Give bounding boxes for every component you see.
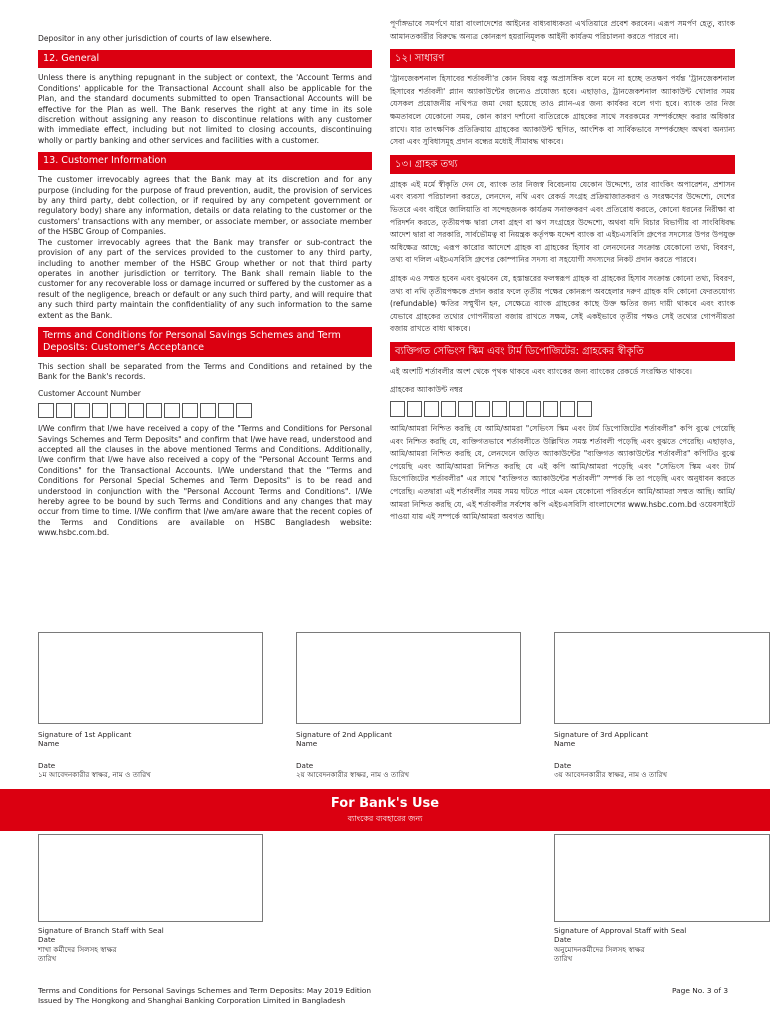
bank-use-title: For Bank's Use	[330, 796, 440, 811]
customer-info-heading-bn: ১৩। গ্রাহক তথ্য	[390, 155, 735, 174]
digit-box[interactable]	[492, 401, 507, 417]
digit-box[interactable]	[182, 403, 198, 418]
customer-info-paragraph-2-bn: গ্রাহক এও সম্মত হবেন এবং বুঝবেন যে, হস্তান্তরের ফলস্বরূপ গ্রাহক বা গ্রাহকের হিসাব সংক্রান্ত কোনো তথ্য, বিবরণ, তথ্য বা নথি তৃতীয়পক্ষকে প্রদান করার ফলে তৃতীয় পক্ষের কোনরূপ অবহেলার দরুণ গ্রাহক যদি কোনো ফেরতযোগ্য (refundable) ক্ষতির সম্মুখীন হন, সেক্ষেত্রে ব্যাংক গ্রাহকের কাছে উক্ত ক্ষতির জন্য দায়ী থাকবে এবং ব্যাংক যেভাবে গ্রাহকের তথ্যের গোপনীয়তা বজায় রাখতে সক্ষম, সেই একইভাবে তৃতীয় পক্ষও সেই তথ্যের গোপনীয়তা বজায় রাখতে বাধ্য থাকবে।	[390, 273, 735, 334]
branch-staff-bangla-label: শাখা কর্মীদের সিলসহ স্বাক্ষর	[38, 944, 117, 954]
acceptance-note: This section shall be separated from the Terms and Conditions and retained by the Bank for the Bank's records.	[38, 361, 372, 382]
account-number-boxes-bn[interactable]	[390, 401, 735, 417]
applicant-1-name-label: Name	[38, 739, 60, 749]
digit-box[interactable]	[218, 403, 234, 418]
applicant-2-signature-box[interactable]	[296, 632, 521, 724]
acceptance-note-bn: এই অংশটি শর্তাবলীর অংশ থেকে পৃথক থাকবে এবং ব্যাংকের জন্য ব্যাংকের রেকর্ডে সংরক্ষিত থাকবে।	[390, 366, 692, 376]
account-number-label: Customer Account Number	[38, 388, 141, 398]
applicant-3-name-label: Name	[554, 739, 576, 749]
approval-staff-bangla-date-label: তারিখ	[554, 954, 573, 964]
digit-box[interactable]	[407, 401, 422, 417]
branch-staff-signature-label: Signature of Branch Staff with Seal	[38, 926, 164, 935]
applicant-1-signature-label: Signature of 1st Applicant	[38, 730, 132, 739]
applicant-2-labels	[296, 730, 392, 749]
general-heading: 12. General	[38, 50, 372, 68]
general-text: Unless there is anything repugnant in the subject or context, the 'Account Terms and Conditions' applicable for the Transactional Account shall also be applicable for the Plan, and the standard documents submitted to open Transactional Accounts will be effective for the Plan as well. The Bank reserves the right at any time in its sole discretion without assigning any reason to discontinue relations with any customer with immediate effect, including but not limited to closing accounts, discontinuing wholly or partly banking and other services and facilities with a customer.	[38, 73, 372, 145]
applicant-1-date-labels	[38, 761, 151, 780]
applicant-1-date-label: Date	[38, 761, 56, 770]
applicant-3-date-label: Date	[554, 761, 572, 770]
digit-box[interactable]	[543, 401, 558, 417]
digit-box[interactable]	[458, 401, 473, 417]
digit-box[interactable]	[200, 403, 216, 418]
applicant-3-date-labels	[554, 761, 667, 780]
intro-text-bn: পূর্ণাঙ্গভাবে সমর্পণে যারা বাংলাদেশের আইনের বাধ্যবাধ্যকতা এখতিয়ারে প্রবেশ করবেন। এরূপ সমর্পণ হেতু, ব্যাংক আমানতকারীর বিরুদ্ধে অন্যত্র কোনরূপ হয়রানিমূলক আইনী কার্যক্রম পরিচালনা করতে পারবে না।	[390, 19, 735, 41]
english-column	[38, 34, 372, 539]
customer-info-heading: 13. Customer Information	[38, 152, 372, 170]
applicant-3-labels	[554, 730, 648, 749]
acceptance-heading-bn: ব্যক্তিগত সেভিংস স্কিম এবং টার্ম ডিপোজিটের: গ্রাহকের স্বীকৃতি	[390, 342, 735, 361]
digit-box[interactable]	[509, 401, 524, 417]
applicant-2-date-labels	[296, 761, 409, 780]
digit-box[interactable]	[560, 401, 575, 417]
digit-box[interactable]	[38, 403, 54, 418]
branch-staff-signature-box[interactable]	[38, 834, 263, 922]
applicant-2-date-label: Date	[296, 761, 314, 770]
applicant-3-signature-label: Signature of 3rd Applicant	[554, 730, 649, 739]
digit-box[interactable]	[390, 401, 405, 417]
digit-box[interactable]	[441, 401, 456, 417]
branch-staff-bangla-date-label: তারিখ	[38, 954, 57, 964]
bangla-column	[390, 18, 735, 524]
customer-info-paragraph-2: The customer irrevocably agrees that the Bank may transfer or sub-contract the provision of any part of the services provided to the customer to any third party, including to another member of the HSBC Group whether or not that third party operates in another jurisdiction or territory. The Bank shall remain liable to the customer for any recoverable loss or damage incurred or suffered by the customer as a result of the negligence, breach or default or any such third party, and will require that any such third party maintain the confidentiality of any such information to the same extent as the Bank.	[38, 237, 372, 320]
digit-box[interactable]	[92, 403, 108, 418]
digit-box[interactable]	[577, 401, 592, 417]
page-number: Page No. 3 of 3	[672, 986, 729, 995]
footer-issuer-line: Issued by The Hongkong and Shanghai Banking Corporation Limited in Bangladesh	[38, 996, 346, 1005]
applicant-3-signature-box[interactable]	[554, 632, 770, 724]
digit-box[interactable]	[110, 403, 126, 418]
intro-text: Depositor in any other jurisdiction of courts of law elsewhere.	[38, 34, 272, 43]
digit-box[interactable]	[236, 403, 252, 418]
account-number-label-bn: গ্রাহকের অ্যাকাউন্ট নম্বর	[390, 385, 463, 395]
acceptance-heading: Terms and Conditions for Personal Savings Schemes and Term Deposits: Customer's Acceptance	[38, 327, 372, 357]
applicant-1-bangla-label: ১ম আবেদনকারীর স্বাক্ষর, নাম ও তারিখ	[38, 770, 151, 780]
general-text-bn: 'ট্রানজেকশনাল হিসাবের শর্তাবলী'র কোন বিষয় বস্তু অপ্রাসঙ্গিক বলে মনে না হচ্ছে ততক্ষণ পর্যন্ত 'ট্রানজেকশনাল হিসাবের শর্তাবলী' প্ল্যান অ্যাকাউন্টের জন্যেও প্রযোজ্য হবে। এছাড়াও, ট্রানজেকশনাল অ্যাকাউন্ট খোলার সময় যেসকল প্রয়োজনীয় নথিপত্র জমা দেয়া হয়েছে তাও প্ল্যান-এর জন্য কার্যকর বলে গণ্য হবে। ব্যাংক তার নিজ ক্ষমতাবলে যেকোনো সময়, কোন কারণ দর্শানো ব্যতিরেকে গ্রাহকের সাথে সবরকমের সম্পর্কচ্ছেদ করার অধিকার রাখে। যার তাৎক্ষণিক প্রতিক্রিয়ায় গ্রাহকের অ্যাকাউন্ট স্থগিত, আংশিক বা সার্বিকভাবে সম্পর্কচ্ছেদ অথবা অন্যান্য সেবা এবং সুবিধাসমূহ প্রদান বন্ধের মধ্যেই সীমাবদ্ধ থাকবে।	[390, 74, 735, 147]
footer-edition-line: Terms and Conditions for Personal Savings Schemes and Term Deposits: May 2019 Edition	[38, 986, 372, 995]
applicant-2-bangla-label: ২য় আবেদনকারীর স্বাক্ষর, নাম ও তারিখ	[296, 770, 410, 780]
customer-info-paragraph-1: The customer irrevocably agrees that the Bank may at its discretion and for any purpose (including for the purpose of fraud prevention, audit, the provision of services by any third party, debt collection, or if required by any competent government or regulatory body) share any information, details or data relating to the customer or the customers' transactions with any member, or associate member, or associate member of the HSBC Group of Companies.	[38, 175, 372, 237]
digit-box[interactable]	[146, 403, 162, 418]
confirmation-text: I/We confirm that I/we have received a copy of the "Terms and Conditions for Personal Savings Schemes and Term Deposits" and confirm that I/we have read, understood and accepted all the clauses in the above mentioned Terms and Conditions. Additionally, I/we confirm that I/we have also received a copy of the "Personal Account Terms and Conditions" for the Transactional Accounts. I/We understand that the "Terms and Conditions for Personal Special Schemes and Term Deposits" is to be read and understood in conjunction with the "Personal Account Terms and Conditions". I/We hereby agree to be bound by such Terms and Conditions and any changes that may occur from time to time. I/We confirm that I/we am/are aware that the recent copies of the Terms and Conditions are available on HSBC Bangladesh website: www.hsbc.com.bd.	[38, 424, 372, 538]
digit-box[interactable]	[475, 401, 490, 417]
applicant-2-signature-label: Signature of 2nd Applicant	[296, 730, 392, 739]
approval-staff-date-label: Date	[554, 935, 572, 945]
approval-staff-signature-label: Signature of Approval Staff with Seal	[554, 926, 687, 935]
approval-staff-signature-box[interactable]	[554, 834, 770, 922]
digit-box[interactable]	[424, 401, 439, 417]
applicant-2-name-label: Name	[296, 739, 318, 749]
approval-staff-labels	[554, 926, 686, 964]
applicant-1-signature-box[interactable]	[38, 632, 263, 724]
branch-staff-labels	[38, 926, 164, 964]
approval-staff-bangla-label: অনুমোদনকর্মীদের সিলসহ স্বাক্ষর	[554, 944, 645, 954]
bank-use-banner	[0, 789, 770, 831]
digit-box[interactable]	[128, 403, 144, 418]
digit-box[interactable]	[74, 403, 90, 418]
branch-staff-date-label: Date	[38, 935, 56, 945]
digit-box[interactable]	[56, 403, 72, 418]
bank-use-subtitle: ব্যাংকের ব্যবহারের জন্য	[347, 814, 423, 823]
applicant-1-labels	[38, 730, 131, 749]
applicant-3-bangla-label: ৩য় আবেদনকারীর স্বাক্ষর, নাম ও তারিখ	[554, 770, 668, 780]
footer-edition	[38, 986, 371, 1006]
confirmation-text-bn: আমি/আমরা নিশ্চিত করছি যে আমি/আমরা "সেভিংস স্কিম এবং টার্ম ডিপোজিটের শর্তাবলীর" কপি বুঝে পেয়েছি এবং নিশ্চিত করছি যে, ব্যক্তিগতভাবে শর্তাবলীতে উল্লিখিত সমস্ত শর্তাবলী পড়েছি এবং বুঝতে পেরেছি। এছাড়াও, আমি/আমরা নিশ্চিত করছি যে, লেনদেনে জড়িত অ্যাকাউন্টের "ব্যক্তিগত অ্যাকাউন্টের শর্তাবলীর" কপিটিও বুঝে পেয়েছি এবং আমি/আমরা নিশ্চিত করছি যে এই কপি আমি/আমরা পড়েছি এবং "সেভিংস স্কিম এবং টার্ম ডিপোজিটের শর্তাবলীর" এর সাথে "ব্যক্তিগত অ্যাকাউন্টের শর্তাবলী" সম্পর্ক কি তা পড়েছি এবং অনুধাবন করতে পেরেছি। এতদ্বারা এই শর্তাবলীর সময় সময় ঘটতে পারে এমন যেকোনো পরিবর্তনে আমি/আমরা সম্মত আছি। আমি/আমরা নিশ্চিত করছি যে, এই শর্তাবলীর সর্বশেষ কপি এইচএসবিসি বাংলাদেশের www.hsbc.com.bd ওয়েবসাইটে পাওয়া যায় এই সম্পর্কে আমি/আমরা অবগত আছি।	[390, 424, 735, 522]
digit-box[interactable]	[526, 401, 541, 417]
general-heading-bn: ১২। সাধারণ	[390, 49, 735, 68]
digit-box[interactable]	[164, 403, 180, 418]
account-number-boxes[interactable]	[38, 403, 372, 418]
customer-info-paragraph-1-bn: গ্রাহক এই মর্মে স্বীকৃতি দেন যে, ব্যাংক তার নিজস্ব বিবেচনায় যেকোন উদ্দেশ্যে, তার ব্যাংকিং অপারেশন, প্রশাসন এবং ব্যবসা পরিচালনা করতে, লেনদেন, নথি এবং রেকর্ড সংগ্রহ প্রক্রিয়াজাতকরণ ও সংরক্ষণের উদ্দেশ্যে, দেশের ভিতরে এবং বাইরে জালিয়াতি বা সন্দেহজনক কার্যক্রম সনাক্তকরণ এবং প্রতিরোধ করতে, কোনো ধরনের নিরীক্ষা বা পরিদর্শন করতে, তৃতীয়পক্ষ দ্বারা সেবা গ্রহণ বা ঋণ সংগ্রহের উদ্দেশ্যে, অথবা যদি বিচার বিভাগীয় বা সাংবিধিবদ্ধ আদেশ দ্বারা বা সরকারি, সার্বভৌমত্ব বা নিয়ন্ত্রক কর্তৃপক্ষ যদ্দেশ ব্যাংক বা এইচএসবিসি গ্রুপের সদস্যের উপর উপযুক্ত অধিক্ষেত্র আছে; এরূপ কারোর আদেশে গ্রাহক বা গ্রাহকের হিসাব বা লেনদেনের সংক্রান্ত যেকোনো তথ্য, বিবরণ, তথ্য বা দলিল এইচএসবিসি গ্রুপের কোম্পানির সদস্য বা সহযোগী সদস্যদের নিকট প্রদান করতে পারবে।	[390, 179, 735, 265]
